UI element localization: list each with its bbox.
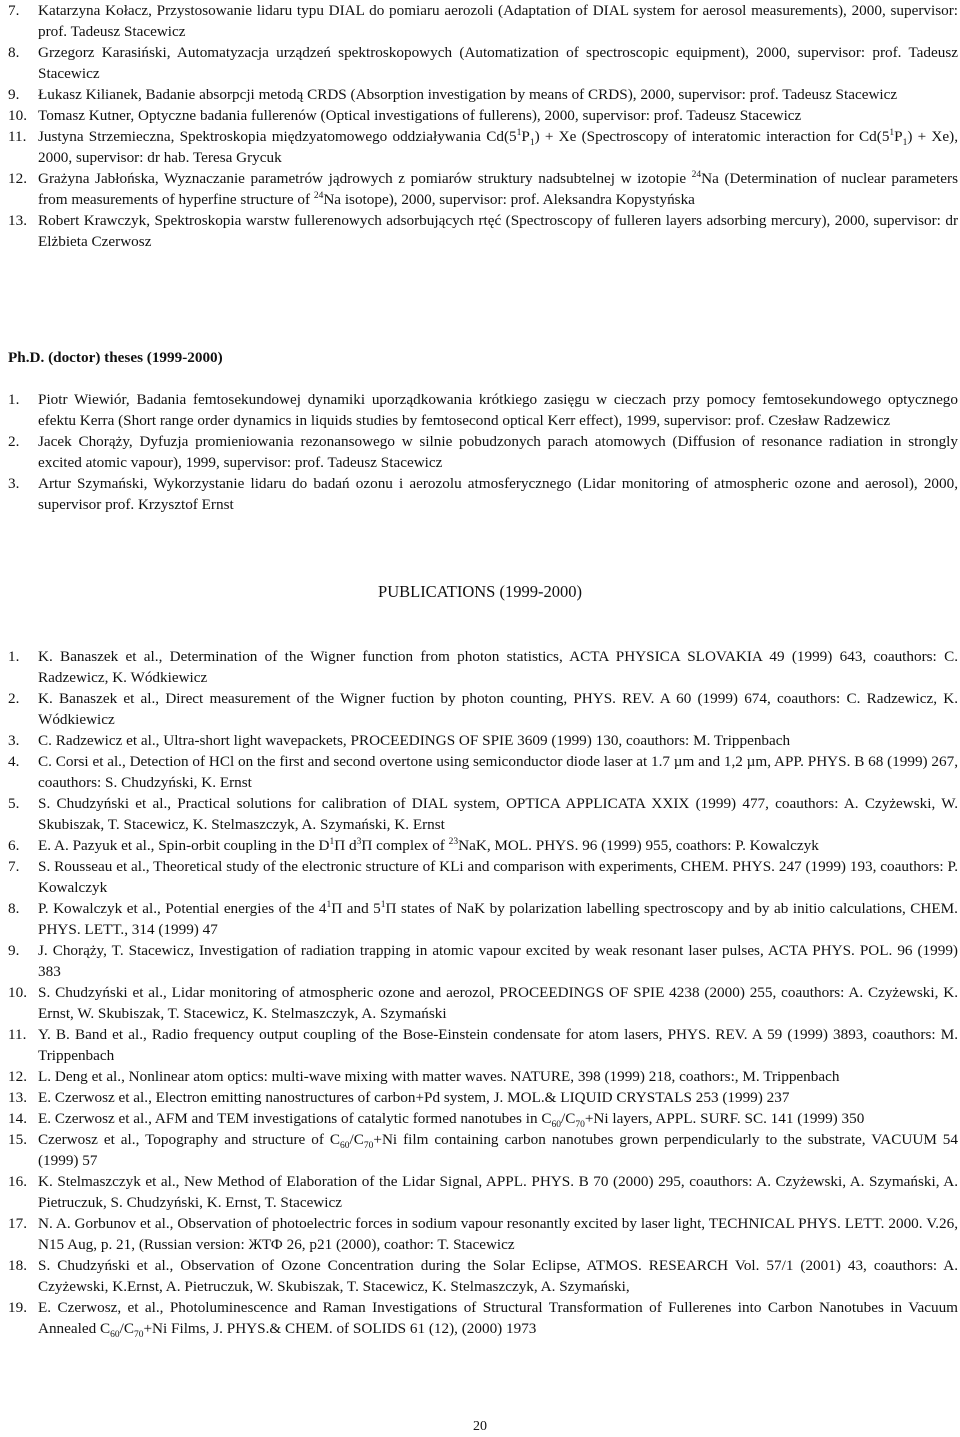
text-run: 1 [329,836,335,847]
list-item [8,1129,958,1171]
text-run: C. Radzewicz et al., Ultra-short light wavepackets, PROCEEDINGS OF SPIE 3609 (1999) 130, coauthors: M. Trippenbach [38,732,791,749]
text-run: 60 [110,1330,120,1341]
item-text [38,940,958,982]
text-run: 60 [551,1120,561,1131]
text-run: P. Kowalczyk et al., Potential energies of the 4 [38,900,327,917]
text-run: +Ni Films, J. PHYS.& CHEM. of SOLIDS 61 (12), (2000) 1973 [143,1320,537,1337]
list-item [8,835,958,856]
item-number: 9. [8,942,20,959]
item-number: 1. [8,648,20,665]
item-number: 10. [8,107,27,124]
text-run: Na isotope), 2000, supervisor: prof. Aleksandra Kopystyńska [323,191,695,208]
list-item [8,105,958,126]
text-run: Łukasz Kilianek, Badanie absorpcji metodą CRDS (Absorption investigation by means of CRDS), 2000, supervisor: prof. Tadeusz Stacewicz [38,86,898,103]
text-run: Justyna Strzemieczna, Spektroskopia międzyatomowego oddziaływania Cd(5 [38,128,517,145]
text-run: E. Czerwosz, et al., Photoluminescence and Raman Investigations of Structural Transformation of Fullerenes into Carbon Nanotubes in Vacuum Annealed C [38,1299,958,1337]
item-text [38,1129,958,1171]
text-run: J. Chorąży, T. Stacewicz, Investigation of radiation trapping in atomic vapour excited by weak resonant laser pulses, ACTA PHYS. POL. 96 (1999) 383 [38,942,958,980]
item-number: 10. [8,984,27,1001]
list-item [8,1171,958,1213]
list-item [8,982,958,1024]
item-text [38,1024,958,1066]
item-number: 3. [8,732,20,749]
publications-list [8,646,958,1339]
item-text [38,1066,958,1087]
text-run: E. A. Pazyuk et al., Spin-orbit coupling in the D [38,837,330,854]
item-text [38,1255,958,1297]
publications-heading: PUBLICATIONS (1999-2000) [378,582,582,601]
text-run: Y. B. Band et al., Radio frequency output coupling of the Bose-Einstein condensate for atom lasers, PHYS. REV. A 59 (1999) 3893, coauthors: M. Trippenbach [38,1026,958,1064]
item-number: 8. [8,900,20,917]
text-run: Robert Krawczyk, Spektroskopia warstw fullerenowych adsorbujących rtęć (Spectroscopy of fulleren layers adsorbing mercury), 2000, supervisor: dr Elżbieta Czerwosz [38,212,958,250]
text-run: Piotr Wiewiór, Badania femtosekundowej dynamiki uporządkowania krótkiego zasięgu w cieczach przy pomocy femtosekundowego optycznego efektu Kerra (Short range order dynamics in liquids studies by femtosecond optical Kerr effect), 1999, supervisor: prof. Czesław Radzewicz [38,391,958,429]
text-run: ) + Xe (Spectroscopy of interatomic interaction for Cd(5 [534,128,890,145]
item-text [38,105,958,126]
list-item [8,431,958,473]
text-run: 1 [326,899,332,910]
phd-theses-list [8,389,958,515]
item-text [38,1297,958,1339]
text-run: 70 [133,1330,144,1341]
list-item [8,751,958,793]
text-run: Π and 5 [331,900,381,917]
item-number: 15. [8,1131,27,1148]
item-number: 11. [8,1026,27,1043]
item-text [38,473,958,515]
text-run: Grażyna Jabłońska, Wyznaczanie parametrów jądrowych z pomiarów struktury nadsubtelnej w izotopie [38,170,692,187]
list-item [8,856,958,898]
phd-theses-heading: Ph.D. (doctor) theses (1999-2000) [8,349,223,366]
text-run: E. Czerwosz et al., AFM and TEM investigations of catalytic formed nanotubes in C [38,1110,552,1127]
item-text [38,210,958,252]
text-run: Czerwosz et al., Topography and structure of C [38,1131,341,1148]
item-text [38,793,958,835]
text-run: S. Chudzyński et al., Practical solutions for calibration of DIAL system, OPTICA APPLICATA XXIX (1999) 477, coauthors: A. Czyżewski, W. Skubiszak, T. Stacewicz, K. Stelmaszczyk, A. Szymański, K. Ernst [38,795,958,833]
list-item [8,1024,958,1066]
text-run: 1 [902,138,908,149]
item-number: 17. [8,1215,27,1232]
list-item [8,940,958,982]
list-item [8,898,958,940]
list-item [8,1108,958,1129]
text-run: S. Chudzyński et al., Observation of Ozone Concentration during the Solar Eclipse, ATMOS. RESEARCH Vol. 57/1 (2001) 43, coauthors: A. Czyżewski, K.Ernst, A. Pietruczuk, W. Skubiszak, T. Stacewicz, K. Stelmaszczyk, A. Szymański, [38,1257,958,1295]
item-number: 8. [8,44,20,61]
item-number: 13. [8,1089,27,1106]
item-number: 5. [8,795,20,812]
item-number: 19. [8,1299,27,1316]
list-item [8,0,958,42]
item-text [38,0,958,42]
text-run: 24 [313,190,324,201]
item-text [38,431,958,473]
text-run: C. Corsi et al., Detection of HCl on the first and second overtone using semiconductor diode laser at 1.7 µm and 1,2 µm, APP. PHYS. B 68 (1999) 267, coauthors: S. Chudzyński, K. Ernst [38,753,958,791]
item-text [38,84,958,105]
item-number: 6. [8,837,20,854]
item-text [38,730,958,751]
list-item [8,1066,958,1087]
item-number: 2. [8,433,20,450]
list-item [8,126,958,168]
text-run: Π d [334,837,357,854]
text-run: P [894,128,903,145]
item-text [38,42,958,84]
text-run: ) + Xe), 2000, supervisor: dr hab. Teresa Grycuk [38,128,958,166]
text-run: N. A. Gorbunov et al., Observation of photoelectric forces in sodium vapour resonantly excited by laser light, TECHNICAL PHYS. LETT. 2000. V.26, N15 Aug, p. 21, (Russian version: ЖТФ 26, p21 (2000), coathor: T. Stacewicz [38,1215,958,1253]
page-number: 20 [473,1419,487,1434]
item-text [38,835,958,856]
item-number: 7. [8,858,20,875]
text-run: 1 [889,127,895,138]
text-run: S. Chudzyński et al., Lidar monitoring of atmospheric ozone and aerozol, PROCEEDINGS OF SPIE 4238 (2000) 255, coauthors: A. Czyżewski, K. Ernst, W. Skubiszak, T. Stacewicz, K. Stelmaszczyk, A. Szymański [38,984,958,1022]
item-text [38,982,958,1024]
text-run: K. Stelmaszczyk et al., New Method of Elaboration of the Lidar Signal, APPL. PHYS. B 70 (2000) 295, coauthors: A. Czyżewski, A. Szymański, A. Pietruczuk, S. Chudzyński, K. Ernst, T. Stacewicz [38,1173,958,1211]
text-run: K. Banaszek et al., Determination of the Wigner function from photon statistics, ACTA PHYSICA SLOVAKIA 49 (1999) 643, coauthors: C. Radzewicz, K. Wódkiewicz [38,648,958,686]
text-run: Na (Determination of nuclear parameters from measurements of hyperfine structure of [38,170,958,208]
text-run: Π complex of [361,837,449,854]
text-run: Jacek Chorąży, Dyfuzja promieniowania rezonansowego w silnie pobudzonych parach atomowych (Diffusion of resonance radiation in strongly excited atomic vapour), 1999, supervisor: prof. Tadeusz Stacewicz [38,433,958,471]
item-text [38,1108,958,1129]
list-item [8,646,958,688]
text-run: 3 [356,836,362,847]
text-run: Katarzyna Kołacz, Przystosowanie lidaru typu DIAL do pomiaru aerozoli (Adaptation of DIAL system for aerosol measurements), 2000, supervisor: prof. Tadeusz Stacewicz [38,2,958,40]
text-run: K. Banaszek et al., Direct measurement of the Wigner fuction by photon counting, PHYS. REV. A 60 (1999) 674, coauthors: C. Radzewicz, K. Wódkiewicz [38,690,958,728]
text-run: 1 [529,138,535,149]
text-run: Π states of NaK by polarization labelling spectroscopy and by ab initio calculations, CHEM. PHYS. LETT., 314 (1999) 47 [38,900,958,938]
item-number: 2. [8,690,20,707]
item-text [38,1171,958,1213]
item-number: 18. [8,1257,27,1274]
item-text [38,751,958,793]
text-run: Grzegorz Karasiński, Automatyzacja urządzeń spektroskopowych (Automatization of spectroscopic equipment), 2000, supervisor: prof. Tadeusz Stacewicz [38,44,958,82]
item-number: 12. [8,170,27,187]
item-text [38,126,958,168]
item-text [38,646,958,688]
item-number: 13. [8,212,27,229]
text-run: 70 [575,1120,585,1131]
item-text [38,1213,958,1255]
text-run: 24 [691,169,702,180]
item-text [38,898,958,940]
item-number: 14. [8,1110,27,1127]
text-run: +Ni film containing carbon nanotubes grown perpendicularly to the substrate, VACUUM 54 (1999) 57 [38,1131,958,1169]
item-number: 3. [8,475,20,492]
item-text [38,168,958,210]
list-item [8,84,958,105]
text-run: /C [560,1110,576,1127]
text-run: L. Deng et al., Nonlinear atom optics: multi-wave mixing with matter waves. NATURE, 398 (1999) 218, coathors:, M. Trippenbach [38,1068,840,1085]
text-run: /C [119,1320,134,1337]
item-number: 12. [8,1068,27,1085]
text-run: S. Rousseau et al., Theoretical study of the electronic structure of KLi and comparison with experiments, CHEM. PHYS. 247 (1999) 193, coauthors: P. Kowalczyk [38,858,958,896]
list-item [8,793,958,835]
text-run: /C [349,1131,364,1148]
text-run: 60 [340,1141,350,1152]
text-run: Tomasz Kutner, Optyczne badania fullerenów (Optical investigations of fullerens), 2000, supervisor: prof. Tadeusz Stacewicz [38,107,802,124]
list-item [8,210,958,252]
list-item [8,688,958,730]
list-item [8,168,958,210]
item-text [38,856,958,898]
text-run: E. Czerwosz et al., Electron emitting nanostructures of carbon+Pd system, J. MOL.& LIQUID CRYSTALS 253 (1999) 237 [38,1089,790,1106]
text-run: 1 [516,127,522,138]
text-run: NaK, MOL. PHYS. 96 (1999) 955, coathors: P. Kowalczyk [458,837,819,854]
item-number: 11. [8,128,27,145]
masters-theses-list [8,0,958,252]
list-item [8,1297,958,1339]
list-item [8,42,958,84]
list-item [8,389,958,431]
text-run: 23 [448,836,459,847]
item-number: 4. [8,753,20,770]
list-item [8,473,958,515]
item-number: 9. [8,86,20,103]
text-run: +Ni layers, APPL. SURF. SC. 141 (1999) 350 [584,1110,865,1127]
list-item [8,1087,958,1108]
text-run: 70 [363,1141,374,1152]
list-item [8,730,958,751]
list-item [8,1255,958,1297]
item-number: 1. [8,391,20,408]
item-number: 16. [8,1173,27,1190]
item-text [38,389,958,431]
text-run: P [521,128,530,145]
item-text [38,1087,958,1108]
list-item [8,1213,958,1255]
text-run: Artur Szymański, Wykorzystanie lidaru do badań ozonu i aerozolu atmosferycznego (Lidar monitoring of atmospheric ozone and aerosol), 2000, supervisor prof. Krzysztof Ernst [38,475,958,513]
item-text [38,688,958,730]
item-number: 7. [8,2,20,19]
text-run: 1 [380,899,386,910]
